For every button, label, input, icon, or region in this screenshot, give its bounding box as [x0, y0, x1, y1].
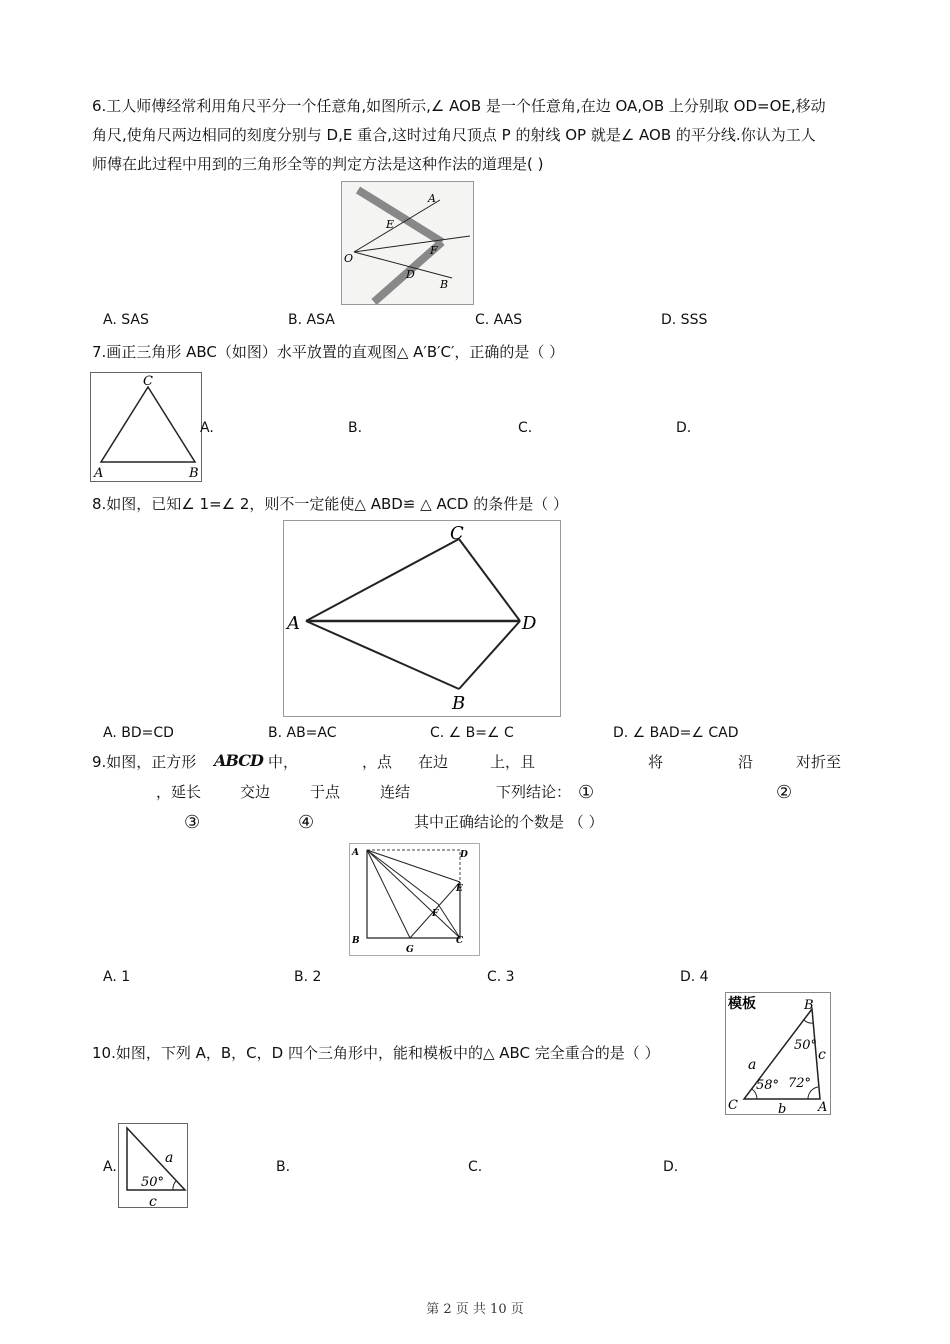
q6-figure — [341, 181, 474, 305]
q9-conclusion-4: ④ — [298, 812, 315, 833]
q8-figure — [283, 520, 561, 717]
q9-figure — [349, 843, 480, 956]
q10-template-figure — [725, 992, 831, 1115]
q6-label-f: F — [430, 244, 438, 257]
q9-conclusion-2: ② — [776, 782, 793, 803]
q9-option-a[interactable]: A. 1 — [103, 969, 131, 985]
q7-stem: 7.画正三角形 ABC（如图）水平放置的直观图△ A′B′C′，正确的是（ ） — [92, 343, 565, 361]
q6-label-a: A — [428, 192, 436, 205]
q9-part-5: 将 — [648, 753, 664, 771]
q10-option-c[interactable]: C. — [468, 1159, 483, 1175]
q9-part-2: ，点 — [362, 753, 393, 771]
q9-label-e: E — [456, 884, 463, 894]
q6-stem-line3: 师傅在此过程中用到的三角形全等的判定方法是这种作法的道理是( ) — [92, 155, 544, 173]
q6-label-d: D — [406, 268, 415, 281]
q9-label-d: D — [460, 850, 468, 860]
q10-template-title: 模板 — [728, 996, 756, 1012]
q9-label-b: B — [352, 936, 360, 946]
q6-stem-line2: 角尺,使角尺两边相同的刻度分别与 D,E 重合,这时过角尺顶点 P 的射线 OP 就是∠ AOB 的平分线.你认为工人 — [92, 126, 816, 144]
q9-option-c[interactable]: C. 3 — [487, 969, 515, 985]
q9-part-6: 沿 — [738, 753, 754, 771]
q9-label-g: G — [406, 945, 414, 955]
q9-label-f: F — [432, 909, 439, 919]
q9-square-name: ABCD — [214, 751, 263, 770]
q8-option-b[interactable]: B. AB=AC — [268, 725, 337, 741]
q10-option-b[interactable]: B. — [276, 1159, 291, 1175]
q7-label-b: B — [189, 466, 199, 481]
q9-label-c: C — [456, 936, 464, 946]
q9-label-a: A — [352, 848, 359, 858]
q7-label-a: A — [94, 466, 104, 481]
q10-template-angle-c: 58° — [756, 1078, 780, 1093]
q6-label-e: E — [386, 218, 395, 231]
q8-stem: 8.如图，已知∠ 1=∠ 2，则不一定能使△ ABD≌ △ ACD 的条件是（ ） — [92, 495, 569, 513]
q10-template-vertex-c: C — [728, 1098, 738, 1113]
q8-label-a: A — [287, 613, 300, 634]
q10-option-a[interactable]: A. — [103, 1159, 117, 1175]
q9-part-11: 连结 — [380, 783, 411, 801]
q10-template-angle-b: 50° — [794, 1038, 818, 1053]
q10-template-vertex-b: B — [804, 998, 814, 1013]
q8-label-b: B — [452, 693, 466, 714]
q10-option-d[interactable]: D. — [663, 1159, 679, 1175]
q6-stem-line1: 6.工人师傅经常利用角尺平分一个任意角,如图所示,∠ AOB 是一个任意角,在边 OA,OB 上分别取 OD=OE,移动 — [92, 97, 826, 115]
q6-ray-op — [354, 236, 470, 252]
q10-template-side-c: c — [818, 1047, 826, 1063]
q6-ray-oa — [354, 200, 440, 252]
q7-option-b[interactable]: B. — [348, 420, 363, 436]
q9-prefix: 9.如图，正方形 — [92, 753, 197, 771]
q7-option-a[interactable]: A. — [200, 420, 214, 436]
q10-template-vertex-a: A — [818, 1100, 828, 1114]
q8-option-c[interactable]: C. ∠ B=∠ C — [430, 725, 514, 741]
q7-figure — [90, 372, 202, 482]
q8-label-c: C — [450, 523, 464, 544]
q9-conclusion-3: ③ — [184, 812, 201, 833]
q8-side-cd — [459, 539, 520, 621]
q6-label-o: O — [344, 252, 354, 265]
q8-side-bd — [459, 621, 520, 689]
q10-template-side-a: a — [748, 1057, 757, 1073]
q10-template-angle-a: 72° — [788, 1076, 812, 1091]
q6-option-a[interactable]: A. SAS — [103, 312, 149, 328]
q9-part-3: 在边 — [418, 753, 449, 771]
q9-part-8: ，延长 — [156, 783, 202, 801]
q8-option-d[interactable]: D. ∠ BAD=∠ CAD — [613, 725, 739, 741]
q6-option-b[interactable]: B. ASA — [288, 312, 335, 328]
q9-part-4: 上，且 — [490, 753, 536, 771]
q9-line-af — [367, 850, 438, 904]
q9-line-fc — [438, 904, 460, 938]
q8-label-d: D — [522, 613, 537, 634]
q8-side-ac — [306, 539, 459, 621]
q7-label-c: C — [143, 374, 153, 389]
q7-triangle — [101, 387, 195, 462]
q7-option-c[interactable]: C. — [518, 420, 533, 436]
q8-option-a[interactable]: A. BD=CD — [103, 725, 174, 741]
q9-part-1: 中， — [268, 753, 299, 771]
q10-option-a-figure — [118, 1123, 188, 1208]
q9-part-9: 交边 — [240, 783, 271, 801]
q9-tail: 其中正确结论的个数是 （ ） — [414, 813, 604, 831]
q6-label-b: B — [440, 278, 449, 291]
q9-part-10: 于点 — [310, 783, 341, 801]
page-footer: 第 2 页 共 10 页 — [426, 1302, 524, 1317]
q9-part-12: 下列结论： — [496, 783, 572, 801]
q6-option-d[interactable]: D. SSS — [661, 312, 708, 328]
q9-option-d[interactable]: D. 4 — [680, 969, 709, 985]
q10-option-a-angle: 50° — [141, 1175, 165, 1190]
q9-line-ag — [367, 850, 410, 938]
q10-stem: 10.如图，下列 A，B，C，D 四个三角形中，能和模板中的△ ABC 完全重合的是（ ） — [92, 1044, 660, 1062]
q9-option-b[interactable]: B. 2 — [294, 969, 322, 985]
q8-side-ab — [306, 621, 459, 689]
q7-option-d[interactable]: D. — [676, 420, 692, 436]
q6-option-c[interactable]: C. AAS — [475, 312, 523, 328]
q9-part-7: 对折至 — [796, 753, 842, 771]
q10-option-a-side-c: c — [149, 1194, 157, 1207]
q9-line-ae — [367, 850, 460, 882]
q9-conclusion-1: ① — [578, 782, 595, 803]
q10-option-a-side-a: a — [165, 1150, 174, 1166]
q9-line-ac — [367, 850, 460, 938]
q10-option-a-arc — [173, 1181, 176, 1190]
q10-template-side-b: b — [778, 1102, 787, 1114]
